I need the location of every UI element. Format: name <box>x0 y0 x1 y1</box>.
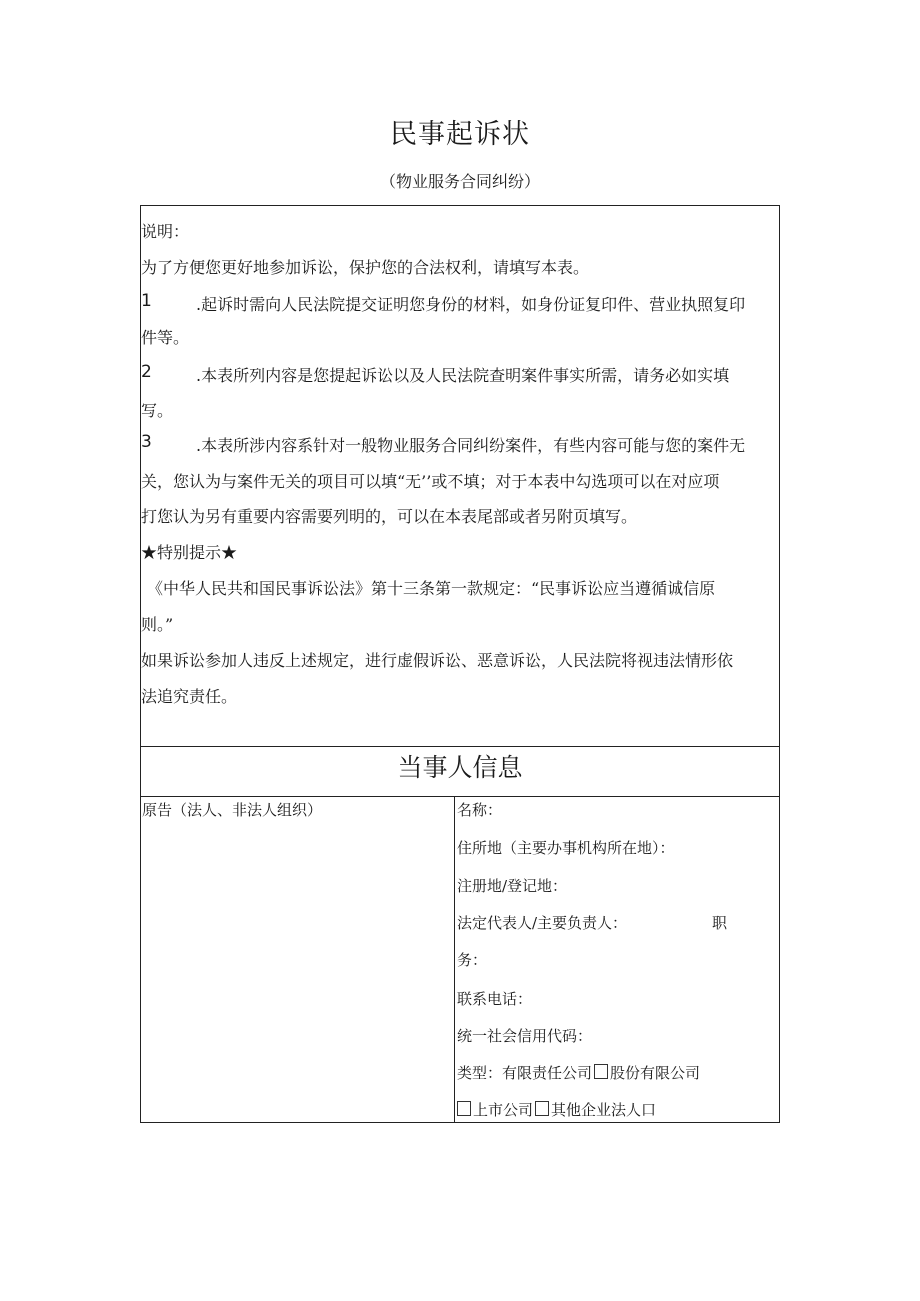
item2-line1: .本表所列内容是您提起诉讼以及人民法院查明案件事实所需，请务必如实填 <box>196 366 730 385</box>
column-divider <box>454 797 455 1123</box>
item3-line1: .本表所涉内容系针对一般物业服务合同纠纷案件，有些内容可能与您的案件无 <box>196 436 746 455</box>
type-label: 类型：有限责任公司 <box>457 1064 593 1082</box>
section-divider <box>140 746 780 747</box>
instructions-heading: 说明： <box>141 222 190 241</box>
field-registration[interactable]: 注册地/登记地： <box>457 877 568 895</box>
party-section-title: 当事人信息 <box>397 753 523 782</box>
field-domicile[interactable]: 住所地（主要办事机构所在地）： <box>457 839 675 857</box>
field-position[interactable]: 职 <box>712 914 728 932</box>
field-credit-code[interactable]: 统一社会信用代码： <box>457 1027 593 1045</box>
item-number: 1 <box>141 291 152 311</box>
special-notice-line4: 法追究责任。 <box>141 687 238 706</box>
item1-line1: .起诉时需向人民法院提交证明您身份的材料，如身份证复印件、营业执照复印 <box>196 295 746 314</box>
special-notice-line3: 如果诉讼参加人违反上述规定，进行虚假诉讼、恶意诉讼，人民法院将视违法情形依 <box>141 651 734 670</box>
field-legal-representative[interactable]: 法定代表人/主要负责人： <box>457 914 628 932</box>
checkbox-other[interactable] <box>535 1101 549 1116</box>
item-number: 2 <box>141 362 152 382</box>
section-divider <box>140 796 780 797</box>
field-type-cont <box>457 1099 656 1120</box>
field-name[interactable]: 名称： <box>457 801 503 819</box>
item-number: 3 <box>141 432 152 452</box>
item3-line2: 关，您认为与案件无关的项目可以填“无’’或不填；对于本表中勾选项可以在对应项 <box>141 472 720 491</box>
item2-line2: 写。 <box>141 401 174 420</box>
type-option-other: 其他企业法人口 <box>551 1101 657 1119</box>
special-notice-line2: 则。” <box>141 615 174 634</box>
checkbox-listed[interactable] <box>457 1101 471 1116</box>
special-notice-line1: 《中华人民共和国民事诉讼法》第十三条第一款规定：“民事诉讼应当遵循诚信原 <box>147 579 716 598</box>
field-position-cont: 务： <box>457 951 488 969</box>
item1-line2: 件等。 <box>141 328 190 347</box>
special-notice-heading: ★特别提示★ <box>141 543 238 562</box>
instructions-intro: 为了方便您更好地参加诉讼，保护您的合法权利，请填写本表。 <box>141 258 590 277</box>
type-option-listed: 上市公司 <box>473 1101 534 1119</box>
item3-line3: 打您认为另有重要内容需要列明的，可以在本表尾部或者另附页填写。 <box>141 507 638 526</box>
document-subtitle: （物业服务合同纠纷） <box>379 172 540 191</box>
field-type <box>457 1062 700 1083</box>
plaintiff-label: 原告（法人、非法人组织） <box>142 801 323 819</box>
checkbox-joint-stock[interactable] <box>594 1064 608 1079</box>
field-phone[interactable]: 联系电话： <box>457 990 533 1008</box>
type-option-joint-stock: 股份有限公司 <box>610 1064 701 1082</box>
document-title: 民事起诉状 <box>390 119 530 150</box>
